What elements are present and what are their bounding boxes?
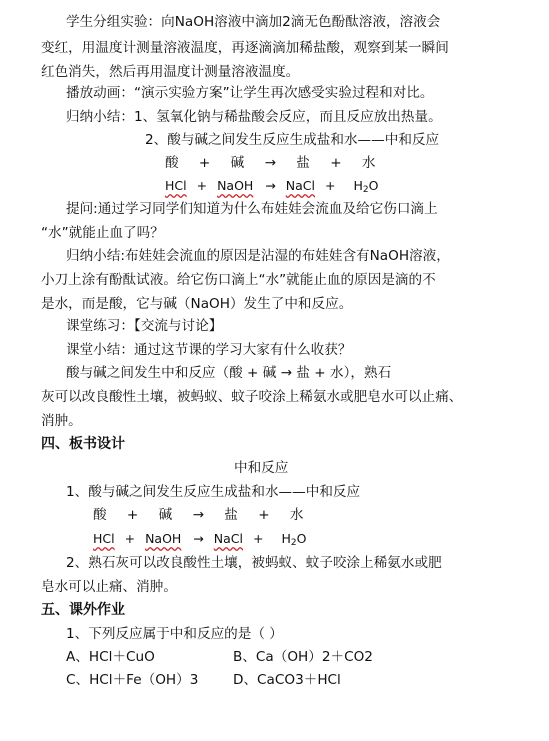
paragraph-line: 播放动画：“演示实验方案”让学生再次感受实验过程和对比。 xyxy=(66,85,434,101)
base-term: 碱 xyxy=(230,155,245,171)
plus-sign: + xyxy=(198,155,211,171)
paragraph-line: 学生分组实验：向NaOH溶液中滴加2滴无色酚酞溶液，溶液会 xyxy=(66,14,441,30)
word-equation xyxy=(165,154,376,172)
arrow-icon: → xyxy=(193,531,204,546)
chemical-equation xyxy=(93,530,306,552)
plus-sign: + xyxy=(196,178,208,193)
paragraph-line: 归纳小结：1、氢氧化钠与稀盐酸会反应，而且反应放出热量。 xyxy=(66,109,442,125)
paragraph-line: 灰可以改良酸性土壤，被蚂蚁、蚊子咬涂上稀氨水或肥皂水可以止痛、 xyxy=(41,389,463,405)
paragraph-line: 2、酸与碱之间发生反应生成盐和水——中和反应 xyxy=(145,132,440,148)
plus-sign: + xyxy=(126,507,139,523)
paragraph-line: 变红，用温度计测量溶液温度，再逐滴滴加稀盐酸，观察到某一瞬间 xyxy=(41,40,449,56)
plus-sign: + xyxy=(124,531,136,546)
naoh-term: NaOH xyxy=(217,178,254,193)
nacl-term: NaCl xyxy=(285,178,315,193)
plus-sign: + xyxy=(330,155,342,171)
paragraph-line: 课堂小结：通过这节课的学习大家有什么收获？ xyxy=(66,342,352,358)
board-title: 中和反应 xyxy=(234,460,289,476)
water-formula: H2O xyxy=(281,531,307,548)
paragraph-line: “水”就能止血了吗？ xyxy=(41,225,164,241)
paragraph-line: 红色消失，然后再用温度计测量溶液温度。 xyxy=(41,64,300,80)
option-d: D、CaCO3＋HCl xyxy=(233,672,341,688)
arrow-icon: → xyxy=(265,178,276,193)
paragraph-line: 是水，而是酸，它与碱（NaOH）发生了中和反应。 xyxy=(41,296,353,312)
section-heading: 五、课外作业 xyxy=(41,602,125,618)
option-a: A、HCl＋CuO xyxy=(66,649,155,665)
hcl-term: HCl xyxy=(165,178,187,193)
arrow-icon: → xyxy=(264,155,276,171)
water-term: 水 xyxy=(289,507,304,523)
word-equation xyxy=(93,506,304,524)
board-item: 1、酸与碱之间发生反应生成盐和水——中和反应 xyxy=(66,484,361,500)
nacl-term: NaCl xyxy=(213,531,243,546)
option-c: C、HCl＋Fe（OH）3 xyxy=(66,672,199,688)
base-term: 碱 xyxy=(158,507,173,523)
paragraph-line: 课堂练习：【交流与讨论】 xyxy=(66,318,223,334)
plus-sign: + xyxy=(252,531,264,546)
board-item: 2、熟石灰可以改良酸性土壤，被蚂蚁、蚊子咬涂上稀氨水或肥 xyxy=(66,555,442,571)
paragraph-line: 小刀上涂有酚酞试液。给它伤口滴上“水”就能止血的原因是滴的不 xyxy=(41,272,436,288)
salt-term: 盐 xyxy=(224,507,238,523)
paragraph-line: 酸与碱之间发生中和反应（酸 + 碱 → 盐 + 水），熟石 xyxy=(66,365,392,381)
water-formula: H2O xyxy=(353,178,379,195)
salt-term: 盐 xyxy=(296,155,310,171)
option-b: B、Ca（OH）2＋CO2 xyxy=(233,649,373,665)
plus-sign: + xyxy=(258,507,270,523)
board-item: 皂水可以止痛、消肿。 xyxy=(41,579,177,595)
hcl-term: HCl xyxy=(93,531,115,546)
acid-term: 酸 xyxy=(165,155,179,171)
naoh-term: NaOH xyxy=(145,531,182,546)
acid-term: 酸 xyxy=(93,507,107,523)
section-heading: 四、板书设计 xyxy=(41,436,125,452)
question-text: 1、下列反应属于中和反应的是（ ） xyxy=(66,626,283,642)
paragraph-line: 提问:通过学习同学们知道为什么布娃娃会流血及给它伤口滴上 xyxy=(66,201,438,217)
water-term: 水 xyxy=(361,155,376,171)
paragraph-line: 归纳小结:布娃娃会流血的原因是沾湿的布娃娃含有NaOH溶液， xyxy=(66,248,450,264)
paragraph-line: 消肿。 xyxy=(41,413,82,429)
plus-sign: + xyxy=(324,178,336,193)
arrow-icon: → xyxy=(192,507,204,523)
chemical-equation xyxy=(165,177,378,199)
